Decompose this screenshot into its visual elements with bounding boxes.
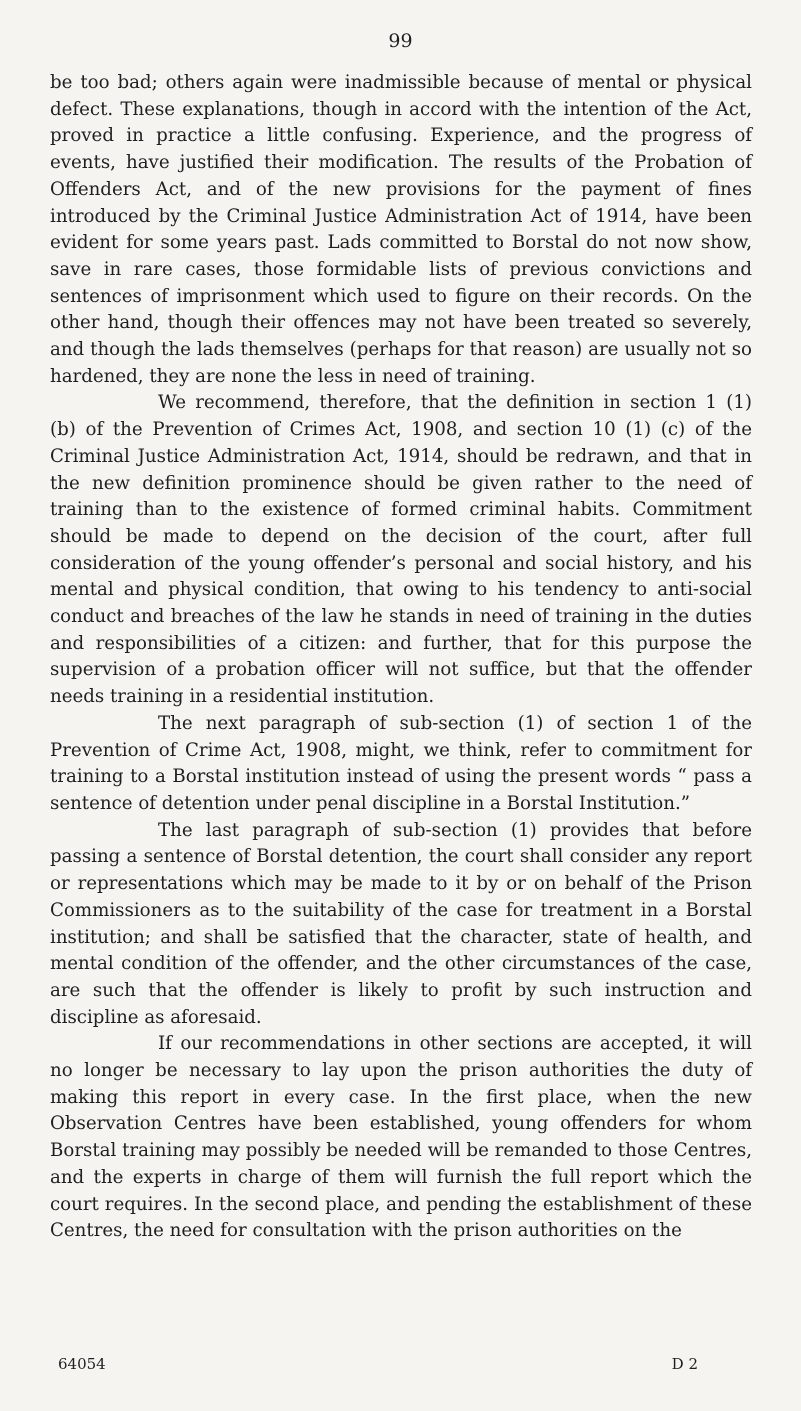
body-text	[50, 70, 752, 1245]
paragraph: The last paragraph of sub-section (1) provides that before passing a sentence of Borstal detention, the court shall consider any report or representations which may be made to it by or on behalf of the Prison Commissioners as to the suitability of the case for treatment in a Borstal institution; and shall be satisfied that the character, state of health, and mental condition of the offender, and the other circumstances of the case, are such that the offender is likely to profit by such instruction and discipline as aforesaid.	[50, 819, 752, 1028]
page-number: 99	[388, 30, 413, 52]
paragraph: If our recommendations in other sections are accepted, it will no longer be necessary to lay upon the prison authorities the duty of making this report in every case. In the first place, when the new Observation Centres have been established, young offenders for whom Borstal training may possibly be needed will be remanded to those Centres, and the experts in charge of them will furnish the full report which the court requires. In the second place, and pending the establishment of these Centres, the need for consultation with the prison authorities on the	[50, 1033, 752, 1242]
print-code: 64054	[58, 1355, 106, 1373]
signature-mark: D 2	[671, 1355, 698, 1373]
page-footer	[58, 1355, 698, 1373]
paragraph: We recommend, therefore, that the definition in section 1 (1) (b) of the Prevention of Crimes Act, 1908, and section 10 (1) (c) of the Criminal Justice Administration Act, 1914, should be redrawn, and that in the new definition prominence should be given rather to the need of training than to the existence of formed criminal habits. Commitment should be made to depend on the decision of the court, after full consideration of the young offender’s personal and social history, and his mental and physical condition, that owing to his tendency to anti-social conduct and breaches of the law he stands in need of training in the duties and responsibilities of a citizen: and further, that for this purpose the supervision of a probation officer will not suffice, but that the offender needs training in a residential institution.	[50, 392, 752, 708]
paragraph: The next paragraph of sub-section (1) of section 1 of the Prevention of Crime Act, 1908, might, we think, refer to commitment for training to a Borstal institution instead of using the present words “ pass a sentence of detention under penal discipline in a Borstal Institution.”	[50, 712, 752, 814]
paragraph: be too bad; others again were inadmissible because of mental or physical defect. These explanations, though in accord with the intention of the Act, proved in practice a little confusing. Experience, and the progress of events, have justified their modification. The results of the Probation of Offenders Act, and of the new provisions for the payment of fines introduced by the Criminal Justice Administration Act of 1914, have been evident for some years past. Lads committed to Borstal do not now show, save in rare cases, those formidable lists of previous convictions and sentences of imprisonment which used to figure on their records. On the other hand, though their offences may not have been treated so severely, and though the lads themselves (perhaps for that reason) are usually not so hardened, they are none the less in need of training.	[50, 72, 752, 387]
